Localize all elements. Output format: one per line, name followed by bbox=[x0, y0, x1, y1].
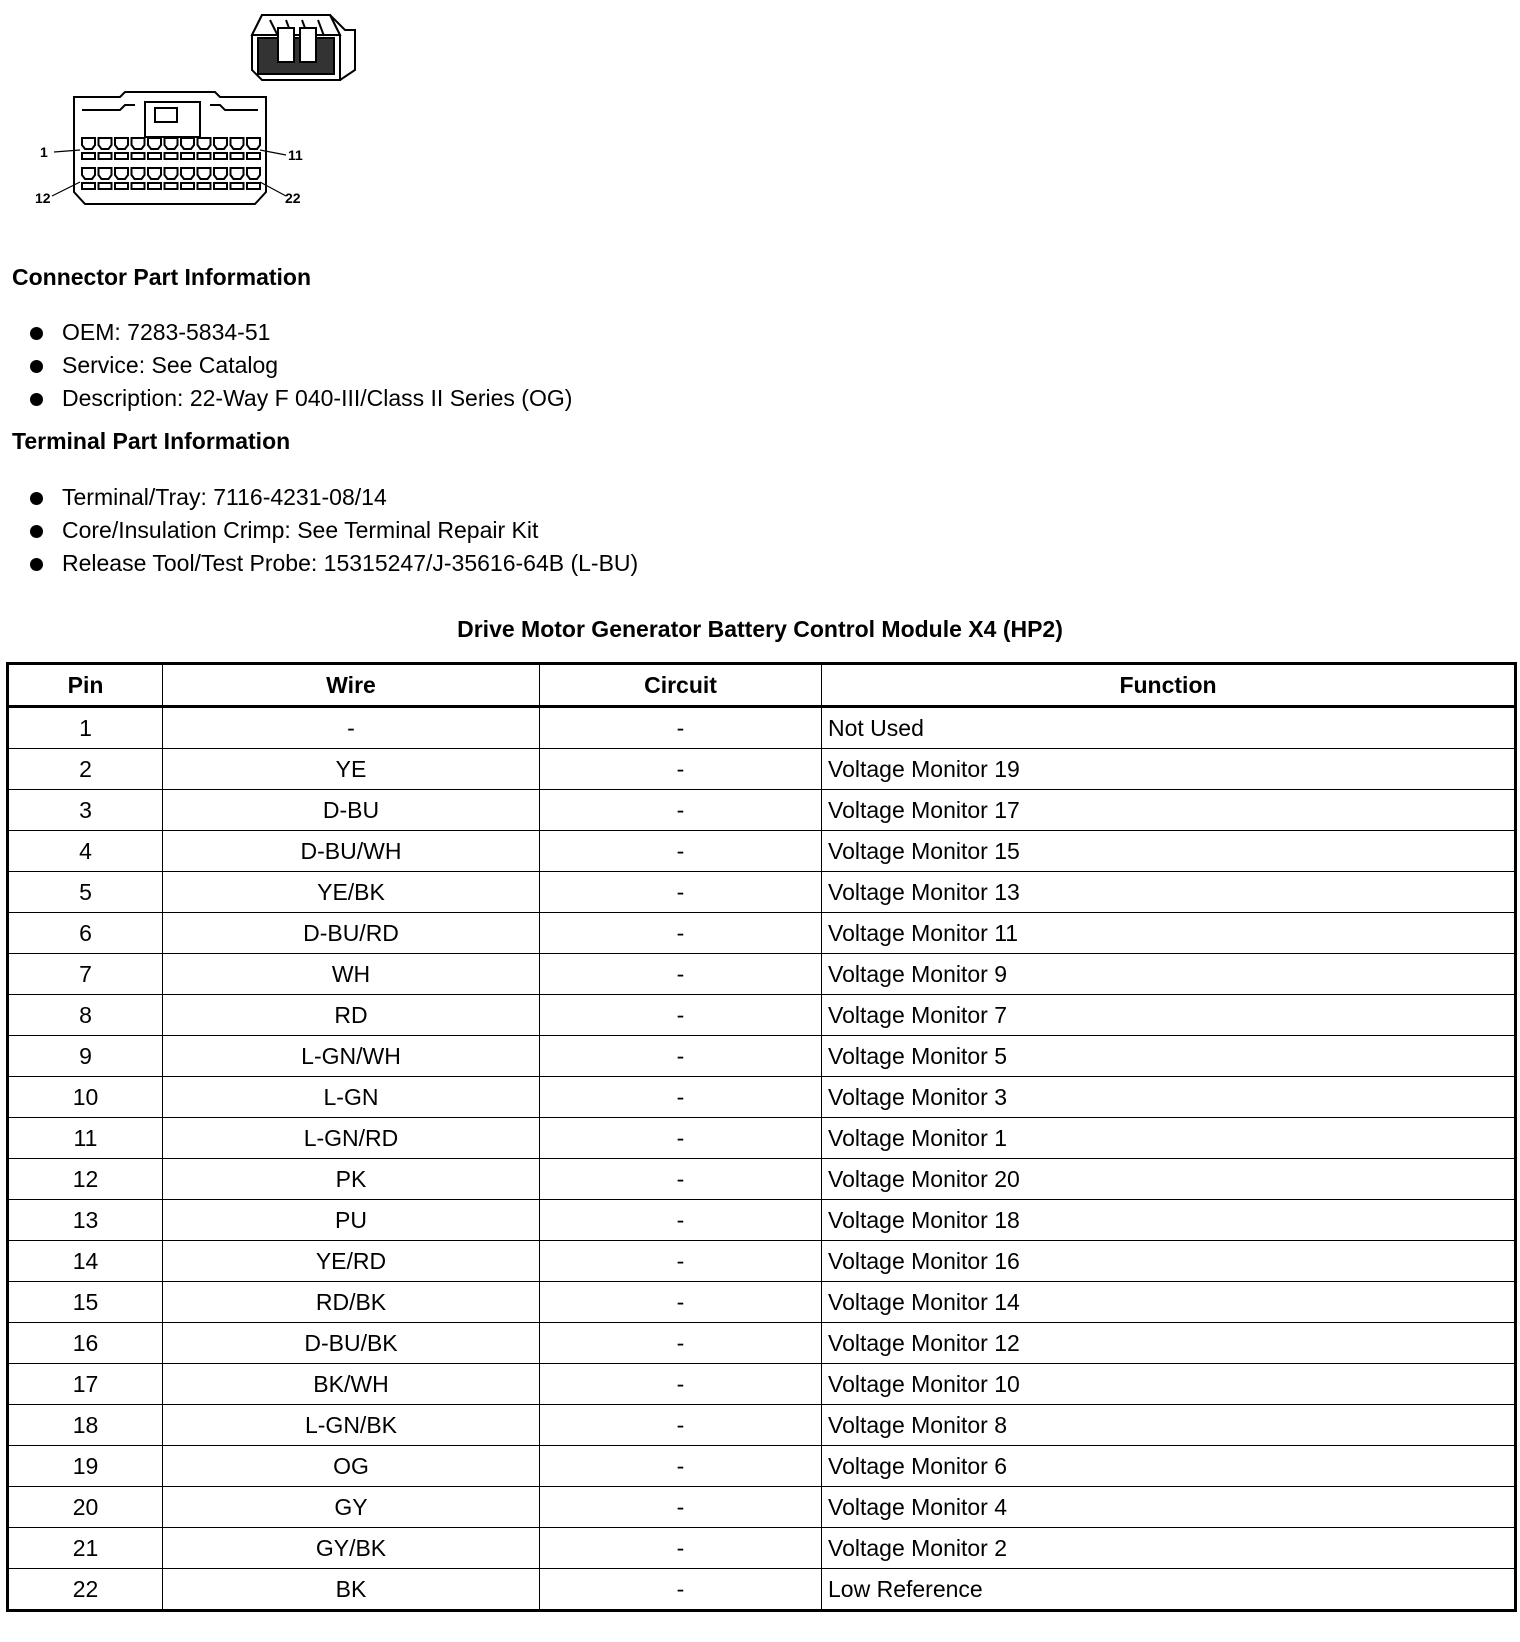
list-item: Core/Insulation Crimp: See Terminal Repair Kit bbox=[30, 514, 638, 547]
cell-function: Voltage Monitor 2 bbox=[822, 1528, 1516, 1569]
cell-circuit: - bbox=[540, 707, 822, 749]
cell-circuit: - bbox=[540, 1364, 822, 1405]
cell-wire: YE/BK bbox=[163, 872, 540, 913]
list-item: Terminal/Tray: 7116-4231-08/14 bbox=[30, 481, 638, 514]
table-header-row bbox=[8, 664, 1516, 707]
header-function: Function bbox=[822, 664, 1516, 707]
cell-function: Voltage Monitor 9 bbox=[822, 954, 1516, 995]
table-row bbox=[8, 1528, 1516, 1569]
table-row bbox=[8, 1241, 1516, 1282]
connector-part-info-title: Connector Part Information bbox=[12, 264, 312, 290]
table-row bbox=[8, 1405, 1516, 1446]
cell-wire: OG bbox=[163, 1446, 540, 1487]
cell-pin: 12 bbox=[8, 1159, 163, 1200]
terminal-part-info-title: Terminal Part Information bbox=[12, 428, 291, 454]
table-row bbox=[8, 872, 1516, 913]
cell-circuit: - bbox=[540, 749, 822, 790]
cell-wire: L-GN bbox=[163, 1077, 540, 1118]
table-row bbox=[8, 831, 1516, 872]
cell-pin: 5 bbox=[8, 872, 163, 913]
list-item: Service: See Catalog bbox=[30, 349, 572, 382]
cell-function: Voltage Monitor 20 bbox=[822, 1159, 1516, 1200]
table-row bbox=[8, 1446, 1516, 1487]
table-row bbox=[8, 1569, 1516, 1611]
cell-wire: D-BU/BK bbox=[163, 1323, 540, 1364]
table-row bbox=[8, 1118, 1516, 1159]
cell-function: Voltage Monitor 14 bbox=[822, 1282, 1516, 1323]
cell-function: Voltage Monitor 13 bbox=[822, 872, 1516, 913]
cell-pin: 11 bbox=[8, 1118, 163, 1159]
cell-circuit: - bbox=[540, 872, 822, 913]
table-row bbox=[8, 1282, 1516, 1323]
pin-label-11: 11 bbox=[288, 147, 303, 163]
table-row bbox=[8, 749, 1516, 790]
connector-face bbox=[74, 92, 266, 204]
pin-label-1: 1 bbox=[40, 144, 48, 160]
cell-wire: RD/BK bbox=[163, 1282, 540, 1323]
table-row bbox=[8, 1077, 1516, 1118]
cell-circuit: - bbox=[540, 954, 822, 995]
cell-wire: - bbox=[163, 707, 540, 749]
cell-circuit: - bbox=[540, 1446, 822, 1487]
cell-pin: 4 bbox=[8, 831, 163, 872]
cell-function: Voltage Monitor 10 bbox=[822, 1364, 1516, 1405]
cell-circuit: - bbox=[540, 790, 822, 831]
cell-wire: RD bbox=[163, 995, 540, 1036]
cell-circuit: - bbox=[540, 1200, 822, 1241]
cell-wire: BK bbox=[163, 1569, 540, 1611]
cell-wire: GY/BK bbox=[163, 1528, 540, 1569]
cell-wire: GY bbox=[163, 1487, 540, 1528]
cell-wire: D-BU/WH bbox=[163, 831, 540, 872]
cell-function: Voltage Monitor 15 bbox=[822, 831, 1516, 872]
pin-label-12: 12 bbox=[35, 190, 51, 206]
cell-pin: 22 bbox=[8, 1569, 163, 1611]
cell-wire: PU bbox=[163, 1200, 540, 1241]
cell-function: Voltage Monitor 7 bbox=[822, 995, 1516, 1036]
cell-function: Voltage Monitor 11 bbox=[822, 913, 1516, 954]
table-row bbox=[8, 1200, 1516, 1241]
list-item: Description: 22-Way F 040-III/Class II Series (OG) bbox=[30, 382, 572, 415]
header-pin: Pin bbox=[8, 664, 163, 707]
cell-circuit: - bbox=[540, 1405, 822, 1446]
cell-circuit: - bbox=[540, 1159, 822, 1200]
cell-circuit: - bbox=[540, 913, 822, 954]
cell-function: Voltage Monitor 16 bbox=[822, 1241, 1516, 1282]
terminal-part-info-list bbox=[30, 481, 638, 580]
cell-wire: YE bbox=[163, 749, 540, 790]
cell-function: Voltage Monitor 18 bbox=[822, 1200, 1516, 1241]
cell-function: Voltage Monitor 8 bbox=[822, 1405, 1516, 1446]
table-row bbox=[8, 1159, 1516, 1200]
table-row bbox=[8, 1036, 1516, 1077]
cell-function: Voltage Monitor 12 bbox=[822, 1323, 1516, 1364]
cell-wire: L-GN/WH bbox=[163, 1036, 540, 1077]
cell-pin: 17 bbox=[8, 1364, 163, 1405]
cell-circuit: - bbox=[540, 1323, 822, 1364]
cell-function: Voltage Monitor 3 bbox=[822, 1077, 1516, 1118]
table-row bbox=[8, 790, 1516, 831]
cell-pin: 20 bbox=[8, 1487, 163, 1528]
cell-function: Voltage Monitor 6 bbox=[822, 1446, 1516, 1487]
cell-pin: 6 bbox=[8, 913, 163, 954]
connector-3d-icon bbox=[252, 15, 355, 80]
cell-pin: 8 bbox=[8, 995, 163, 1036]
cell-function: Voltage Monitor 5 bbox=[822, 1036, 1516, 1077]
cell-pin: 18 bbox=[8, 1405, 163, 1446]
cell-circuit: - bbox=[540, 1036, 822, 1077]
cell-function: Voltage Monitor 1 bbox=[822, 1118, 1516, 1159]
connector-part-info-list bbox=[30, 316, 572, 415]
pin-label-22: 22 bbox=[285, 190, 301, 206]
cell-circuit: - bbox=[540, 995, 822, 1036]
header-wire: Wire bbox=[163, 664, 540, 707]
cell-function: Low Reference bbox=[822, 1569, 1516, 1611]
cell-pin: 1 bbox=[8, 707, 163, 749]
cell-circuit: - bbox=[540, 1118, 822, 1159]
cell-circuit: - bbox=[540, 1077, 822, 1118]
cell-function: Voltage Monitor 17 bbox=[822, 790, 1516, 831]
cell-wire: YE/RD bbox=[163, 1241, 540, 1282]
pin-table bbox=[6, 662, 1517, 1612]
cell-wire: D-BU bbox=[163, 790, 540, 831]
table-row bbox=[8, 1323, 1516, 1364]
cell-wire: WH bbox=[163, 954, 540, 995]
table-row bbox=[8, 995, 1516, 1036]
cell-pin: 3 bbox=[8, 790, 163, 831]
cell-function: Voltage Monitor 19 bbox=[822, 749, 1516, 790]
header-circuit: Circuit bbox=[540, 664, 822, 707]
table-row bbox=[8, 954, 1516, 995]
list-item: Release Tool/Test Probe: 15315247/J-35616-64B (L-BU) bbox=[30, 547, 638, 580]
cell-pin: 9 bbox=[8, 1036, 163, 1077]
cell-wire: PK bbox=[163, 1159, 540, 1200]
table-row bbox=[8, 1364, 1516, 1405]
cell-function: Voltage Monitor 4 bbox=[822, 1487, 1516, 1528]
cell-circuit: - bbox=[540, 1569, 822, 1611]
cell-wire: D-BU/RD bbox=[163, 913, 540, 954]
connector-diagram bbox=[30, 0, 370, 220]
cell-circuit: - bbox=[540, 1487, 822, 1528]
cell-circuit: - bbox=[540, 1528, 822, 1569]
cell-pin: 13 bbox=[8, 1200, 163, 1241]
cell-pin: 19 bbox=[8, 1446, 163, 1487]
cell-pin: 15 bbox=[8, 1282, 163, 1323]
cell-pin: 21 bbox=[8, 1528, 163, 1569]
table-title: Drive Motor Generator Battery Control Module X4 (HP2) bbox=[457, 616, 1063, 642]
cell-pin: 2 bbox=[8, 749, 163, 790]
cell-pin: 14 bbox=[8, 1241, 163, 1282]
cell-function: Not Used bbox=[822, 707, 1516, 749]
cell-circuit: - bbox=[540, 1282, 822, 1323]
cell-wire: BK/WH bbox=[163, 1364, 540, 1405]
table-row bbox=[8, 913, 1516, 954]
table-row bbox=[8, 707, 1516, 749]
cell-pin: 10 bbox=[8, 1077, 163, 1118]
table-row bbox=[8, 1487, 1516, 1528]
cell-circuit: - bbox=[540, 1241, 822, 1282]
cell-wire: L-GN/BK bbox=[163, 1405, 540, 1446]
cell-pin: 7 bbox=[8, 954, 163, 995]
cell-wire: L-GN/RD bbox=[163, 1118, 540, 1159]
list-item: OEM: 7283-5834-51 bbox=[30, 316, 572, 349]
cell-circuit: - bbox=[540, 831, 822, 872]
cell-pin: 16 bbox=[8, 1323, 163, 1364]
